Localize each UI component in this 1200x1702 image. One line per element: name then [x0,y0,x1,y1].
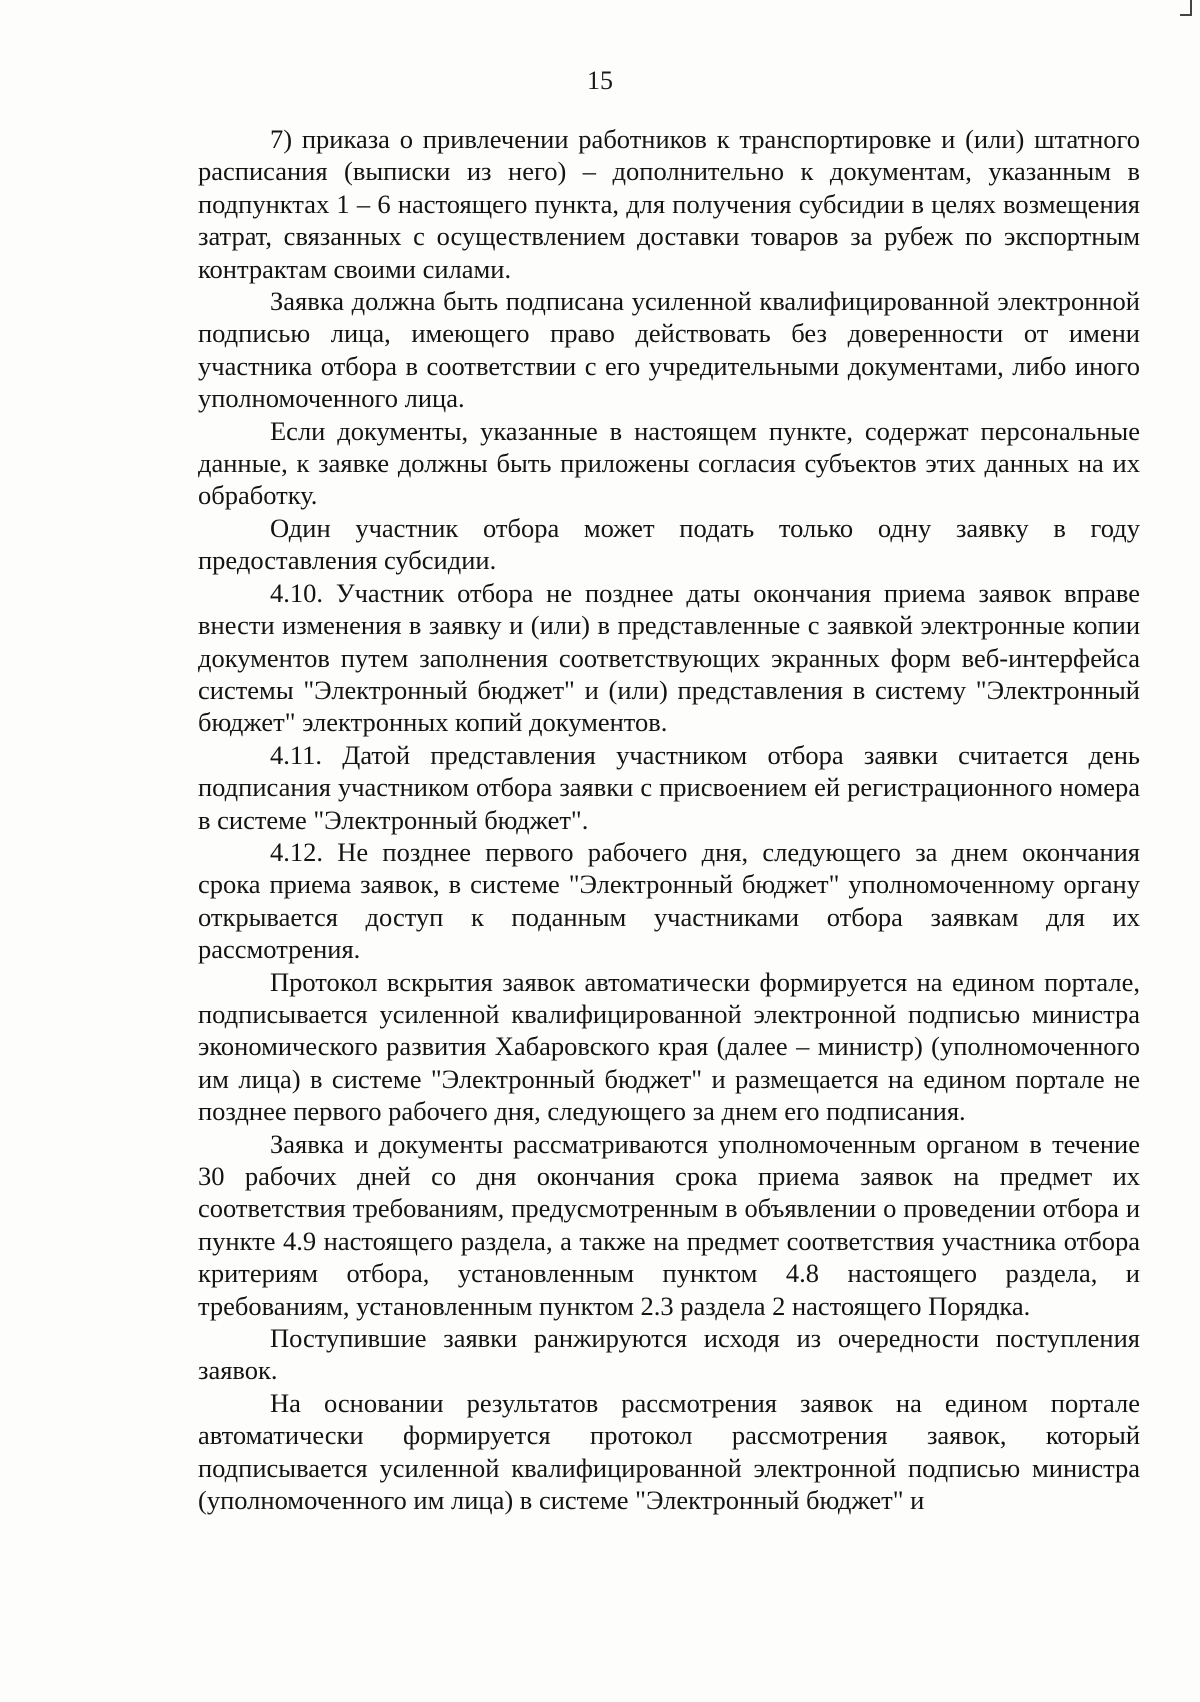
paragraph-item-7: 7) приказа о привлечении работников к транспортировке и (или) штатного расписания (выписки из него) – дополнительно к документам, указанным в подпунктах 1 – 6 настоящего пункта, для получения субсидии в целях возмещения затрат, связанных с осуществлением доставки товаров за рубеж по экспортным контрактам своими силами. [198,124,1140,284]
paragraph-ranking: Поступившие заявки ранжируются исходя из очередности поступления заявок. [198,1323,1140,1386]
paragraph-review-period: Заявка и документы рассматриваются уполномоченным органом в течение 30 рабочих дней со дня окончания срока приема заявок на предмет их соответствия требованиям, предусмотренным в объявлении о проведении отбора и пункте 4.9 настоящего раздела, а также на предмет соответствия участника отбора критериям отбора, установленным пунктом 4.8 настоящего раздела, и требованиям, установленным пунктом 2.3 раздела 2 настоящего Порядка. [198,1128,1140,1321]
paragraph-one-application: Один участник отбора может подать только одну заявку в году предоставления субсидии. [198,512,1140,576]
crop-mark [1180,0,1192,16]
page-number: 15 [587,66,613,95]
document-body [198,123,1140,1516]
paragraph-review-protocol: На основании результатов рассмотрения заявок на едином портале автоматически формируется протокол рассмотрения заявок, который подписывается усиленной квалифицированной электронной подписью министра (уполномоченного им лица) в системе "Электронный бюджет" и [198,1387,1140,1516]
paragraph-4-11: 4.11. Датой представления участником отбора заявки считается день подписания участником отбора заявки с присвоением ей регистрационного номера в системе "Электронный бюджет". [198,739,1140,835]
paragraph-personal-data: Если документы, указанные в настоящем пункте, содержат персональные данные, к заявке должны быть приложены согласия субъектов этих данных на их обработку. [198,415,1140,511]
paragraph-signature-requirement: Заявка должна быть подписана усиленной квалифицированной электронной подписью лица, имеющего право действовать без доверенности от имени участника отбора в соответствии с его учредительными документами, либо иного уполномоченного лица. [198,286,1140,414]
paragraph-4-12: 4.12. Не позднее первого рабочего дня, следующего за днем окончания срока приема заявок, в системе "Электронный бюджет" уполномоченному органу открывается доступ к поданным участниками отбора заявкам для их рассмотрения. [198,836,1140,965]
paragraph-opening-protocol: Протокол вскрытия заявок автоматически формируется на едином портале, подписывается усиленной квалифицированной электронной подписью министра экономического развития Хабаровского края (далее – министр) (уполномоченного им лица) в системе "Электронный бюджет" и размещается на едином портале не позднее первого рабочего дня, следующего за днем его подписания. [198,966,1140,1127]
paragraph-4-10: 4.10. Участник отбора не позднее даты окончания приема заявок вправе внести изменения в заявку и (или) в представленные с заявкой электронные копии документов путем заполнения соответствующих экранных форм веб-интерфейса системы "Электронный бюджет" и (или) представления в систему "Электронный бюджет" электронных копий документов. [198,577,1140,738]
